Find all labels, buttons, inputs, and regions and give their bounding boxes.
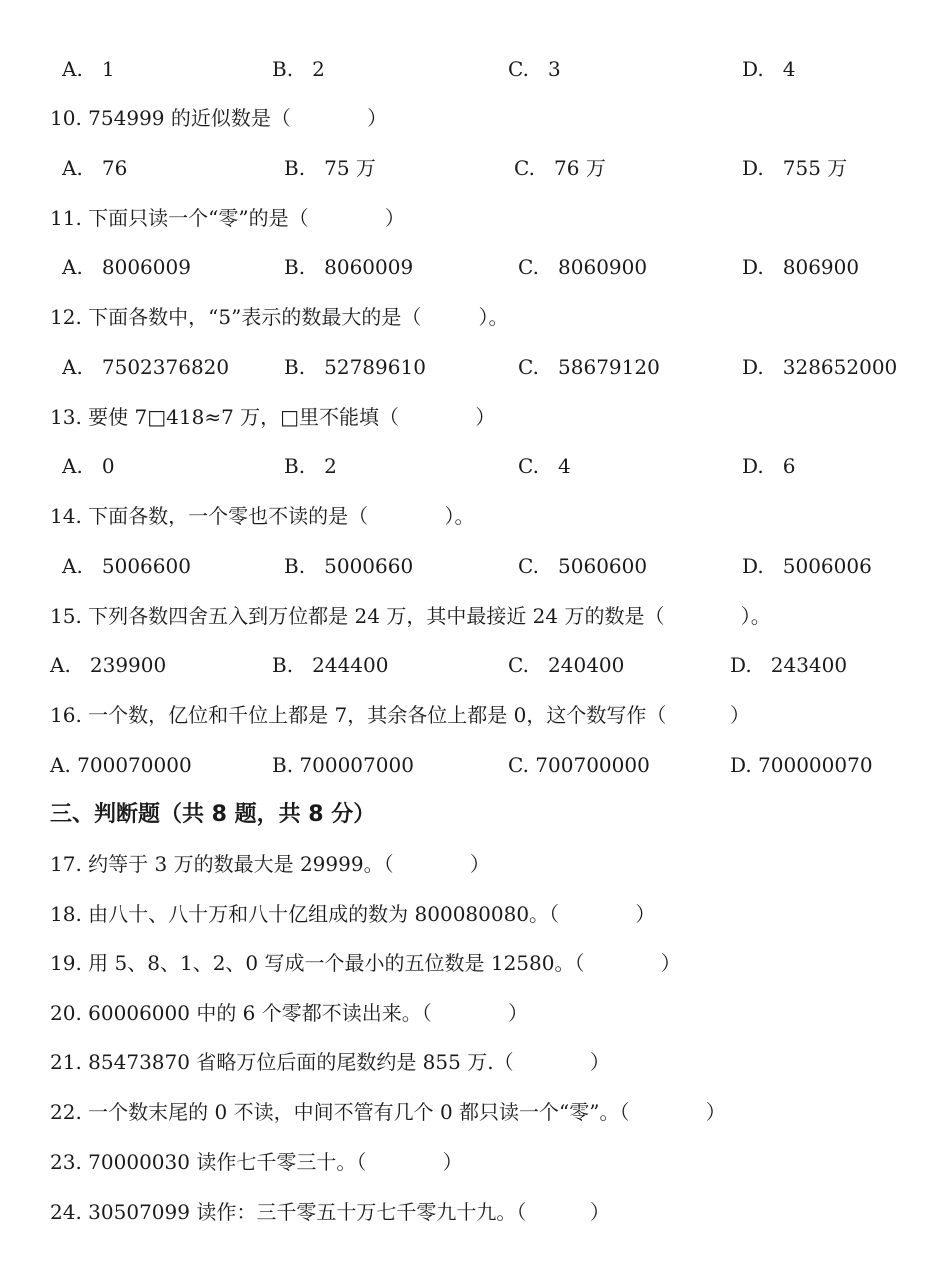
q9-option-c: C. 3 <box>508 57 561 81</box>
q10-option-a: A. 76 <box>62 156 128 180</box>
question-17: 17. 约等于 3 万的数最大是 29999。（ ） <box>50 852 490 876</box>
q10-option-c: C. 76 万 <box>514 156 606 180</box>
q10-option-d: D. 755 万 <box>742 156 848 180</box>
q12-option-c: C. 58679120 <box>518 355 660 379</box>
question-24: 24. 30507099 读作：三千零五十万七千零九十九。（ ） <box>50 1200 610 1224</box>
question-13: 13. 要使 7□418≈7 万，□里不能填（ ） <box>50 405 496 429</box>
q12-option-a: A. 7502376820 <box>62 355 230 379</box>
q9-option-d: D. 4 <box>742 57 796 81</box>
q14-option-d: D. 5006006 <box>742 554 872 578</box>
question-19: 19. 用 5、8、1、2、0 写成一个最小的五位数是 12580。（ ） <box>50 951 681 975</box>
q16-option-c: C. 700700000 <box>508 753 650 777</box>
question-20: 20. 60006000 中的 6 个零都不读出来。（ ） <box>50 1001 529 1025</box>
q15-option-b: B. 244400 <box>272 653 389 677</box>
q15-option-d: D. 243400 <box>730 653 848 677</box>
question-16: 16. 一个数，亿位和千位上都是 7，其余各位上都是 0，这个数写作（ ） <box>50 703 750 727</box>
question-10: 10. 754999 的近似数是（ ） <box>50 106 388 130</box>
question-11: 11. 下面只读一个“零”的是（ ） <box>50 206 405 230</box>
question-14: 14. 下面各数，一个零也不读的是（ ）。 <box>50 504 475 528</box>
q9-option-a: A. 1 <box>62 57 115 81</box>
question-12: 12. 下面各数中，“5”表示的数最大的是（ ）。 <box>50 305 509 329</box>
q16-option-a: A. 700070000 <box>50 753 192 777</box>
q11-option-a: A. 8006009 <box>62 255 191 279</box>
q9-option-b: B. 2 <box>272 57 325 81</box>
section-3-heading: 三、判断题（共 8 题，共 8 分） <box>50 802 376 827</box>
q15-option-c: C. 240400 <box>508 653 625 677</box>
q12-option-d: D. 328652000 <box>742 355 898 379</box>
q14-option-c: C. 5060600 <box>518 554 648 578</box>
question-15: 15. 下列各数四舍五入到万位都是 24 万，其中最接近 24 万的数是（ ）。 <box>50 604 771 628</box>
question-21: 21. 85473870 省略万位后面的尾数约是 855 万.（ ） <box>50 1050 610 1074</box>
q13-option-c: C. 4 <box>518 454 571 478</box>
q11-option-b: B. 8060009 <box>284 255 414 279</box>
q11-option-c: C. 8060900 <box>518 255 648 279</box>
q14-option-a: A. 5006600 <box>62 554 191 578</box>
question-22: 22. 一个数末尾的 0 不读，中间不管有几个 0 都只读一个“零”。（ ） <box>50 1100 726 1124</box>
q13-option-a: A. 0 <box>62 454 115 478</box>
q14-option-b: B. 5000660 <box>284 554 414 578</box>
q13-option-b: B. 2 <box>284 454 337 478</box>
q13-option-d: D. 6 <box>742 454 796 478</box>
question-23: 23. 70000030 读作七千零三十。（ ） <box>50 1150 463 1174</box>
q15-option-a: A. 239900 <box>50 653 167 677</box>
q16-option-d: D. 700000070 <box>730 753 873 777</box>
question-18: 18. 由八十、八十万和八十亿组成的数为 800080080。（ ） <box>50 902 656 926</box>
q11-option-d: D. 806900 <box>742 255 860 279</box>
q10-option-b: B. 75 万 <box>284 156 376 180</box>
q12-option-b: B. 52789610 <box>284 355 426 379</box>
q16-option-b: B. 700007000 <box>272 753 414 777</box>
